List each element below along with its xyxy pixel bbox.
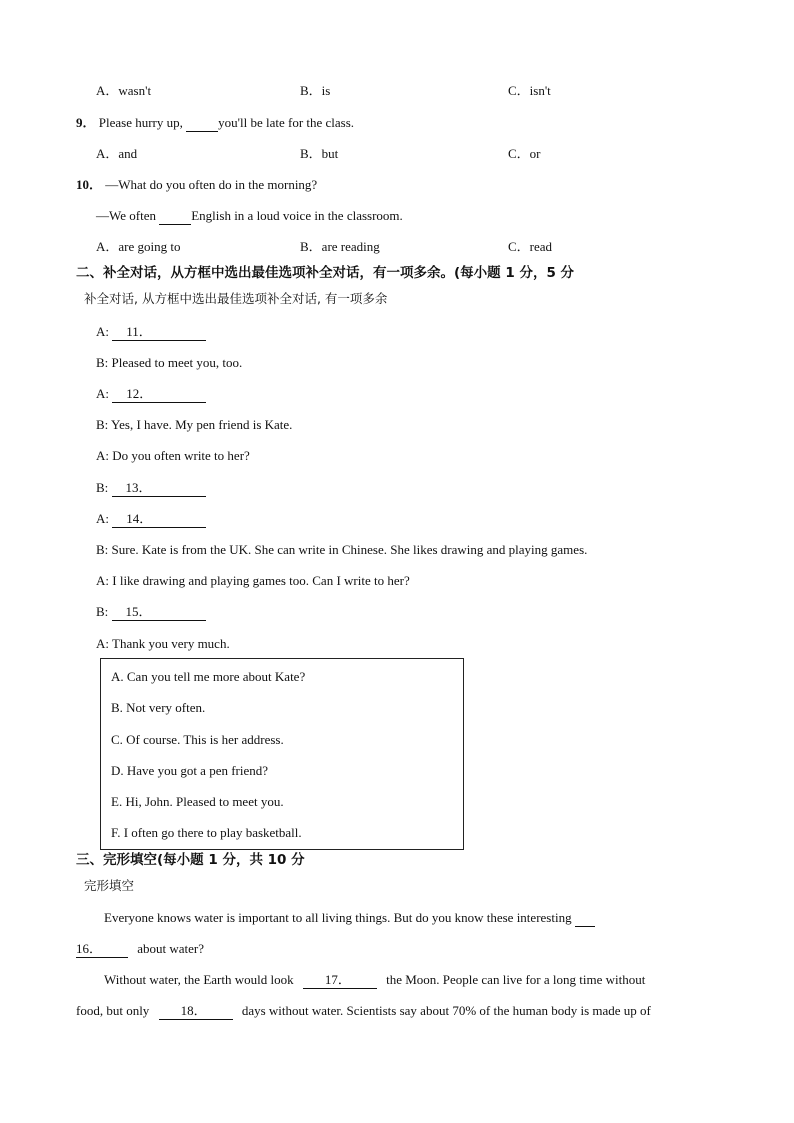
dialogue-line-10: [96, 604, 206, 621]
trailing-blank: [575, 910, 595, 927]
answer-blank-15: 15．: [112, 604, 206, 621]
passage-text: days without water. Scientists say about 70% of the human body is made up of: [241, 1003, 651, 1018]
options-box: [100, 658, 464, 850]
dialogue-line-4: B: Yes, I have. My pen friend is Kate.: [96, 417, 293, 432]
dialogue-line-6: [96, 480, 206, 497]
speaker: B:: [96, 480, 109, 495]
box-option-d: D. Have you got a pen friend?: [111, 763, 269, 778]
q8-option-c: C．isn't: [508, 83, 551, 98]
q9-stem: [76, 115, 354, 132]
q9-option-b: B．but: [300, 146, 339, 161]
q10-line1: [76, 177, 317, 193]
passage-text: food, but only: [76, 1003, 150, 1018]
section2-subtitle: 补全对话, 从方框中选出最佳选项补全对话, 有一项多余: [84, 291, 388, 306]
speaker: A:: [96, 386, 109, 401]
box-option-f: F. I often go there to play basketball.: [111, 825, 302, 840]
box-option-e: E. Hi, John. Pleased to meet you.: [111, 794, 284, 809]
passage-text: Everyone knows water is important to all living things. But do you know these interesting: [104, 910, 572, 925]
q10-option-b: B．are reading: [300, 239, 380, 254]
answer-blank-11: 11．: [112, 324, 206, 341]
section3-heading: 三、完形填空(每小题 1 分，共 10 分: [76, 852, 305, 868]
q10-line2: [96, 208, 403, 225]
section2-heading: 二、补全对话，从方框中选出最佳选项补全对话，有一项多余。(每小题 1 分，5 分: [76, 265, 575, 281]
answer-blank-13: 13．: [112, 480, 206, 497]
speaker: A:: [96, 324, 109, 339]
q10-option-a: A．are going to: [96, 239, 181, 254]
dialogue-line-8: B: Sure. Kate is from the UK. She can write in Chinese. She likes drawing and playing games.: [96, 542, 588, 557]
q9-option-a: A．and: [96, 146, 138, 161]
dialogue-line-9: A: I like drawing and playing games too. Can I write to her?: [96, 573, 410, 588]
dialogue-line-5: A: Do you often write to her?: [96, 448, 250, 463]
q10-option-c: C．read: [508, 239, 553, 254]
box-option-a: A. Can you tell me more about Kate?: [111, 669, 306, 684]
cloze-blank-16: 16．: [76, 941, 128, 958]
q10-question: —What do you often do in the morning?: [105, 177, 318, 192]
q9-option-c: C．or: [508, 146, 541, 161]
speaker: A:: [96, 511, 109, 526]
passage-p2-line1: [104, 972, 645, 989]
speaker: B:: [96, 604, 109, 619]
q10-line2-after: English in a loud voice in the classroom.: [191, 208, 403, 223]
dialogue-line-11: A: Thank you very much.: [96, 636, 230, 651]
dialogue-line-1: [96, 324, 206, 341]
passage-text: about water?: [137, 941, 205, 956]
cloze-blank-17: 17．: [303, 972, 377, 989]
passage-p1-line1: [104, 910, 595, 927]
passage-text: the Moon. People can live for a long time without: [386, 972, 646, 987]
dialogue-line-2: B: Pleased to meet you, too.: [96, 355, 243, 370]
q9-blank: [186, 115, 218, 132]
answer-blank-14: 14．: [112, 511, 206, 528]
q10-line2-before: —We often: [96, 208, 156, 223]
section3-subtitle: 完形填空: [84, 878, 135, 893]
q8-option-b: B．is: [300, 83, 331, 98]
passage-p1-line2: [76, 941, 204, 958]
q10-number: 10．: [76, 177, 103, 192]
answer-blank-12: 12．: [112, 386, 206, 403]
q9-number: 9．: [76, 115, 96, 130]
cloze-blank-18: 18．: [159, 1003, 233, 1020]
q8-option-a: A．wasn't: [96, 83, 152, 98]
passage-p2-line2: [76, 1003, 651, 1020]
q10-blank: [159, 208, 191, 225]
box-option-b: B. Not very often.: [111, 700, 206, 715]
passage-text: Without water, the Earth would look: [104, 972, 294, 987]
q9-stem-after: you'll be late for the class.: [218, 115, 355, 130]
box-option-c: C. Of course. This is her address.: [111, 732, 284, 747]
dialogue-line-3: [96, 386, 206, 403]
dialogue-line-7: [96, 511, 206, 528]
q9-stem-before: Please hurry up,: [98, 115, 183, 130]
